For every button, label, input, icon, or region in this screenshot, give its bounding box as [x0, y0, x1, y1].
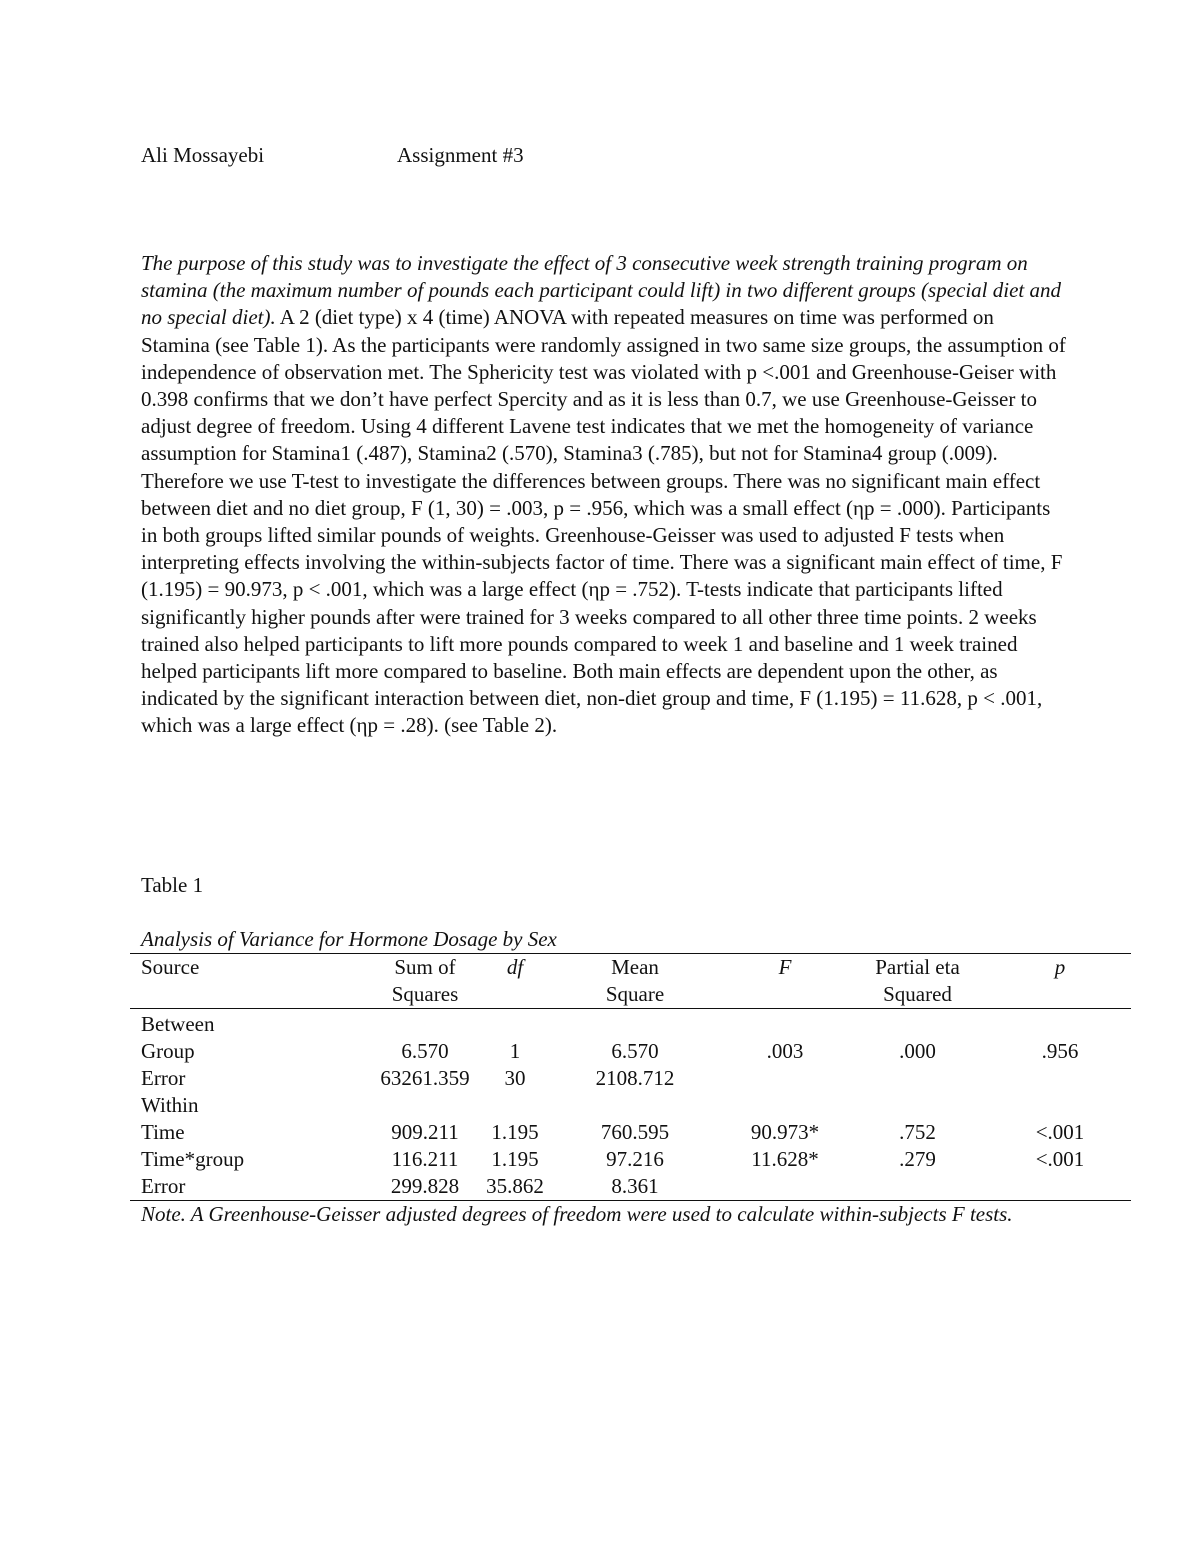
- cell-ms: 760.595: [600, 1120, 670, 1144]
- cell-f: .003: [766, 1039, 804, 1063]
- header-df: df: [506, 955, 524, 979]
- cell-eta: .000: [899, 1039, 936, 1063]
- cell-ms: 2108.712: [595, 1066, 675, 1090]
- table-label: Table 1: [141, 873, 204, 897]
- header-eta-line1: Partial eta: [875, 955, 960, 979]
- cell-eta: .279: [899, 1147, 936, 1171]
- header-ss-line1: Sum of: [394, 955, 456, 979]
- cell-ss: 299.828: [390, 1174, 460, 1198]
- cell-df: 35.862: [486, 1174, 544, 1198]
- header-eta-line2: Squared: [883, 982, 952, 1006]
- cell-ms: 8.361: [611, 1174, 659, 1198]
- cell-source: Error: [141, 1066, 186, 1090]
- header-partial-eta-squared: [845, 954, 990, 1008]
- header-f: F: [778, 955, 792, 979]
- anova-table: [130, 953, 1131, 1228]
- assignment-title: Assignment #3: [397, 143, 524, 167]
- cell-p: <.001: [1035, 1120, 1085, 1144]
- table-row: [130, 1173, 1131, 1200]
- header-p: p: [1054, 955, 1066, 979]
- cell-df: 30: [504, 1066, 526, 1090]
- cell-df: 1: [509, 1039, 521, 1063]
- table-row: [130, 1065, 1131, 1092]
- cell-ss: 909.211: [391, 1120, 459, 1144]
- author-name: Ali Mossayebi: [141, 143, 265, 167]
- cell-ms: 97.216: [606, 1147, 664, 1171]
- results-paragraph: [141, 250, 1066, 740]
- header-ss-line2: Squares: [391, 982, 459, 1006]
- cell-source: Group: [141, 1039, 195, 1063]
- cell-source: Time: [141, 1120, 185, 1144]
- cell-ms: 6.570: [611, 1039, 659, 1063]
- note-label: Note.: [141, 1202, 186, 1226]
- table-row: [130, 1038, 1131, 1065]
- table-row: [130, 1119, 1131, 1146]
- table-row: [130, 1011, 1131, 1038]
- cell-source: Error: [141, 1174, 186, 1198]
- cell-source: Between: [141, 1012, 215, 1036]
- cell-source: Time*group: [141, 1147, 245, 1171]
- note-text: A Greenhouse-Geisser adjusted degrees of freedom were used to calculate within-subjects F tests.: [185, 1202, 1013, 1226]
- document-header: [141, 143, 841, 173]
- header-mean-square: [570, 954, 700, 1008]
- table-body: [130, 1009, 1131, 1200]
- cell-df: 1.195: [491, 1120, 539, 1144]
- header-ms-line1: Mean: [611, 955, 659, 979]
- cell-df: 1.195: [491, 1147, 539, 1171]
- results-text: A 2 (diet type) x 4 (time) ANOVA with repeated measures on time was performed on Stamina (see Table 1). As the participants were randomly assigned in two same size groups, the assumption of independence of observation met. The Sphericity test was violated with p <.001 and Greenhouse-Geiser with 0.398 confirms that we don’t have perfect Spercity and as it is less than 0.7, we use Greenhouse-Geisser to adjust degree of freedom. Using 4 different Lavene test indicates that we met the homogeneity of variance assumption for Stamina1 (.487), Stamina2 (.570), Stamina3 (.785), but not for Stamina4 group (.009). Therefore we use T-test to investigate the differences between groups. There was no significant main effect between diet and no diet group, F (1, 30) = .003, p = .956, which was a small effect (ηp = .000). Participants in both groups lifted similar pounds of weights. Greenhouse-Geisser was used to adjusted F tests when interpreting effects involving the within-subjects factor of time. There was a significant main effect of time, F (1.195) = 90.973, p < .001, which was a large effect (ηp = .752). T-tests indicate that participants lifted significantly higher pounds after were trained for 3 weeks compared to all other three time points. 2 weeks trained also helped participants to lift more pounds compared to week 1 and baseline and 1 week trained helped participants lift more compared to baseline. Both main effects are dependent upon the other, as indicated by the significant interaction between diet, non-diet group and time, F (1.195) = 11.628, p < .001, which was a large effect (ηp = .28). (see Table 2).: [141, 305, 1066, 738]
- cell-ss: 116.211: [391, 1147, 459, 1171]
- cell-p: <.001: [1035, 1147, 1085, 1171]
- purpose-statement: The purpose of this study was to investigate the effect of 3 consecutive week strength training program on stamina (the maximum number of pounds each participant could lift) in two different groups (special diet and no special diet).: [141, 251, 1062, 330]
- table-note: [130, 1201, 1061, 1228]
- cell-ss: 6.570: [401, 1039, 449, 1063]
- header-ms-line2: Square: [605, 982, 665, 1006]
- table-row: [130, 1146, 1131, 1173]
- table-row: [130, 1092, 1131, 1119]
- cell-source: Within: [141, 1093, 199, 1117]
- cell-eta: .752: [899, 1120, 936, 1144]
- table-header-row: [130, 954, 1131, 1008]
- header-source: Source: [141, 955, 200, 979]
- cell-f: 90.973*: [750, 1120, 820, 1144]
- cell-p: .956: [1041, 1039, 1079, 1063]
- table-caption: Analysis of Variance for Hormone Dosage by Sex: [141, 927, 557, 951]
- cell-ss: 63261.359: [380, 1066, 470, 1090]
- cell-f: 11.628*: [751, 1147, 819, 1171]
